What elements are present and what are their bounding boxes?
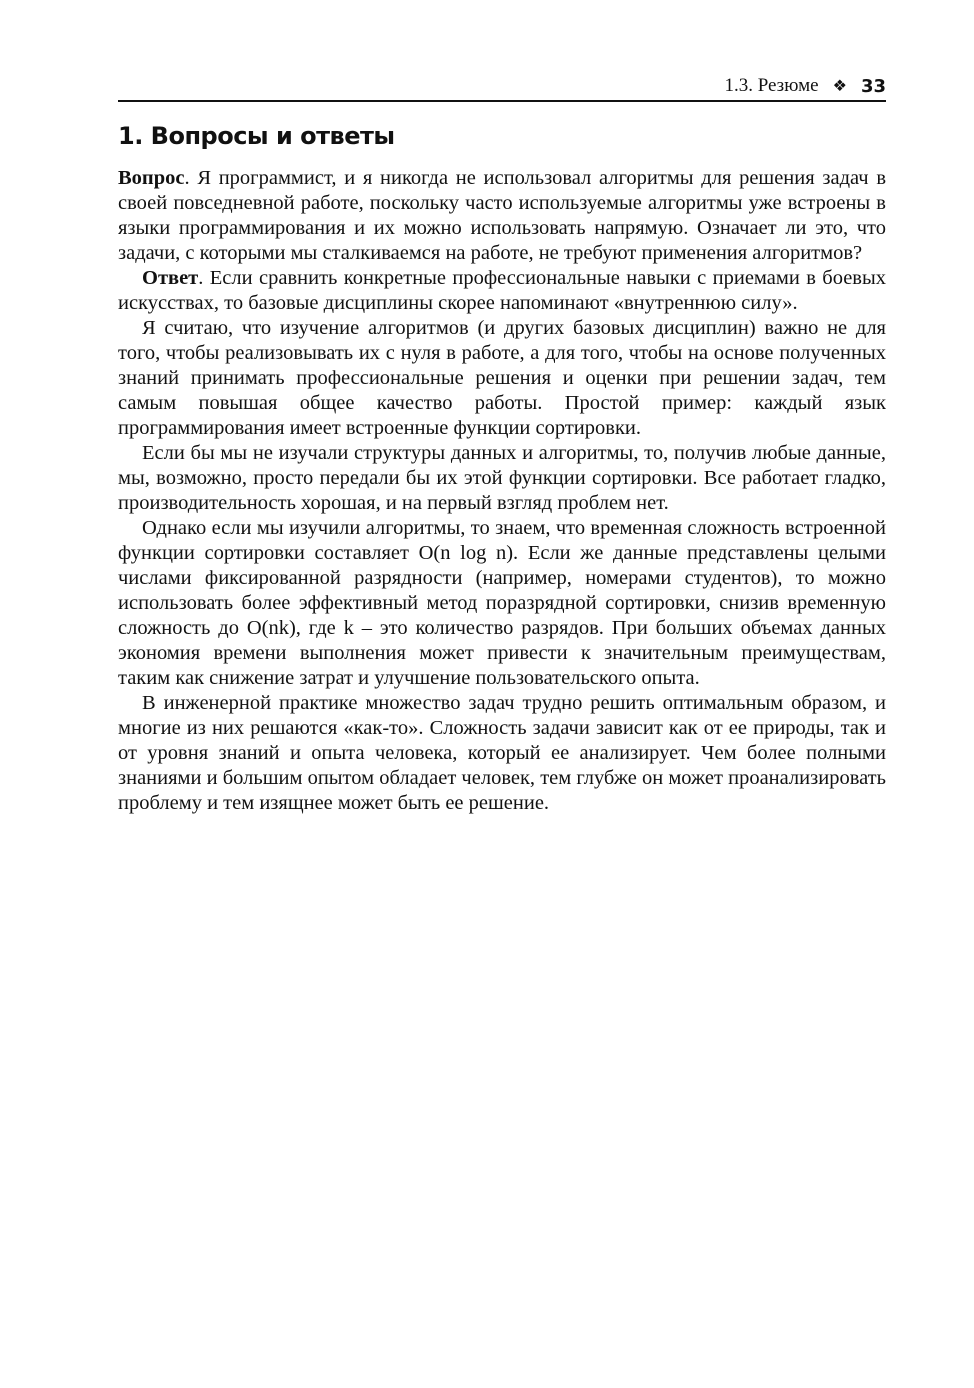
- body-text: [118, 166, 886, 816]
- diamond-ornament-icon: ❖: [832, 78, 847, 95]
- question-paragraph: Вопрос. Я программист, и я никогда не использовал алгоритмы для решения задач в своей повседневной работе, поскольку часто используемые алгоритмы уже встроены в языки программирования и их можно использовать напрямую. Означает ли это, что задачи, с которыми мы сталкиваемся на работе, не требуют применения алгоритмов?: [118, 167, 886, 264]
- question-lead: Вопрос: [118, 167, 185, 189]
- answer-lead: Ответ: [142, 267, 199, 289]
- page-number: 33: [860, 75, 886, 97]
- answer-paragraph: Ответ. Если сравнить конкретные профессиональные навыки с приемами в боевых искусствах, то базовые дисциплины скорее напоминают «внутреннюю силу».: [118, 267, 886, 314]
- paragraph: В инженерной практике множество задач трудно решить оптимальным образом, и многие из них решаются «как-то». Сложность задачи зависит как от ее природы, так и от уровня знаний и опыта человека, который ее анализирует. Чем более полными знаниями и большим опытом обладает человек, тем глубже он может проанализировать проблему и тем изящнее может быть ее решение.: [118, 692, 886, 814]
- section-label: 1.3. Резюме: [724, 75, 819, 96]
- section-title: 1. Вопросы и ответы: [118, 122, 395, 150]
- paragraph: Если бы мы не изучали структуры данных и алгоритмы, то, получив любые данные, мы, возможно, просто передали бы их этой функции сортировки. Все работает гладко, производительность хорошая, и на первый взгляд проблем нет.: [118, 442, 886, 514]
- paragraph: Я считаю, что изучение алгоритмов (и других базовых дисциплин) важно не для того, чтобы реализовывать их с нуля в работе, а для того, чтобы на основе полученных знаний принимать профессиональные решения и оценки при решении задач, тем самым повышая общее качество работы. Простой пример: каждый язык программирования имеет встроенные функции сортировки.: [118, 317, 886, 439]
- running-header: [118, 76, 886, 102]
- paragraph: Однако если мы изучили алгоритмы, то знаем, что временная сложность встроенной функции сортировки составляет O(n log n). Если же данные представлены целыми числами фиксированной разрядности (например, номерами студентов), то можно использовать более эффективный метод поразрядной сортировки, снизив временную сложность до O(nk), где k – это количество разрядов. При больших объемах данных экономия времени выполнения может привести к значительным преимуществам, таким как снижение затрат и улучшение пользовательского опыта.: [118, 517, 886, 689]
